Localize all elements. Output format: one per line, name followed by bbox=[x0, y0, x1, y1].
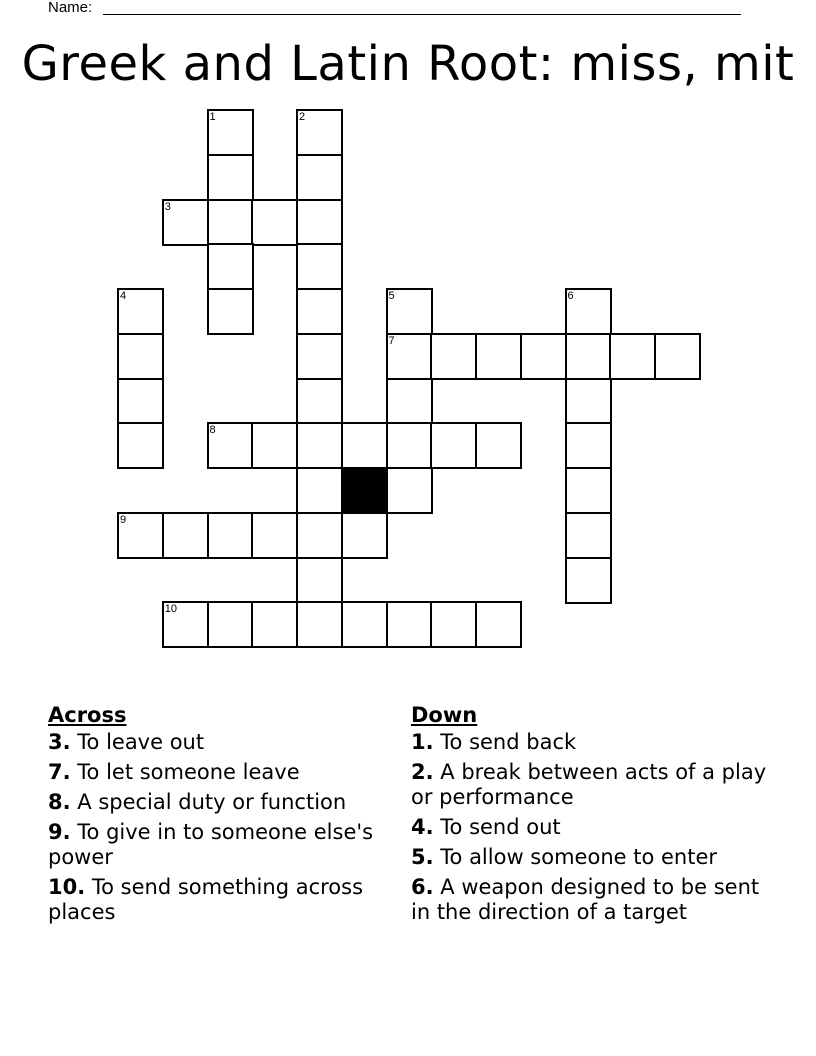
across-clue bbox=[48, 760, 388, 785]
crossword-cell[interactable] bbox=[296, 378, 343, 425]
crossword-cell[interactable] bbox=[565, 378, 612, 425]
crossword-cell[interactable] bbox=[207, 154, 254, 201]
crossword-cell[interactable] bbox=[251, 601, 298, 648]
crossword-cell[interactable] bbox=[162, 601, 209, 648]
down-clue bbox=[411, 815, 781, 840]
crossword-cell[interactable] bbox=[296, 243, 343, 290]
crossword-cell[interactable] bbox=[341, 601, 388, 648]
across-clue bbox=[48, 820, 388, 870]
crossword-cell[interactable] bbox=[207, 601, 254, 648]
black-cell bbox=[341, 467, 388, 514]
crossword-cell[interactable] bbox=[251, 512, 298, 559]
clue-text: To leave out bbox=[77, 730, 205, 754]
crossword-cell[interactable] bbox=[296, 288, 343, 335]
crossword-cell[interactable] bbox=[207, 109, 254, 156]
clue-number-label: 3 bbox=[164, 200, 171, 213]
crossword-cell[interactable] bbox=[117, 378, 164, 425]
crossword-cell[interactable] bbox=[430, 333, 477, 380]
crossword-cell[interactable] bbox=[341, 422, 388, 469]
crossword-cell[interactable] bbox=[565, 467, 612, 514]
crossword-cell[interactable] bbox=[430, 601, 477, 648]
crossword-cell[interactable] bbox=[386, 333, 433, 380]
down-heading: Down bbox=[411, 703, 478, 727]
clue-text: To send out bbox=[440, 815, 561, 839]
clue-number-label: 5 bbox=[388, 290, 395, 302]
clue-text: To let someone leave bbox=[77, 760, 300, 784]
clue-number: 6. bbox=[411, 875, 434, 899]
crossword-cell[interactable] bbox=[296, 422, 343, 469]
crossword-cell[interactable] bbox=[162, 512, 209, 559]
across-clue bbox=[48, 790, 388, 815]
crossword-cell[interactable] bbox=[654, 333, 701, 380]
across-clues bbox=[48, 703, 388, 930]
crossword-cell[interactable] bbox=[117, 288, 164, 335]
crossword-cell[interactable] bbox=[386, 601, 433, 648]
crossword-cell[interactable] bbox=[430, 422, 477, 469]
clue-text: To allow someone to enter bbox=[440, 845, 717, 869]
page-title: Greek and Latin Root: miss, mit bbox=[21, 36, 795, 92]
crossword-cell[interactable] bbox=[475, 422, 522, 469]
clue-number-label: 8 bbox=[209, 424, 216, 437]
across-heading: Across bbox=[48, 703, 127, 727]
clue-text: A break between acts of a play or performance bbox=[411, 760, 767, 809]
crossword-cell[interactable] bbox=[565, 333, 612, 380]
name-label: Name: bbox=[48, 0, 93, 16]
clue-number-label: 10 bbox=[164, 603, 177, 616]
crossword-cell[interactable] bbox=[386, 378, 433, 425]
clue-number-label: 7 bbox=[388, 334, 395, 347]
down-clue bbox=[411, 875, 781, 925]
crossword-cell[interactable] bbox=[117, 422, 164, 469]
clue-number: 2. bbox=[411, 760, 434, 784]
clue-number-label: 6 bbox=[567, 290, 574, 302]
clue-number: 5. bbox=[411, 845, 434, 869]
crossword-cell[interactable] bbox=[251, 199, 298, 246]
crossword-cell[interactable] bbox=[117, 333, 164, 380]
crossword-cell[interactable] bbox=[386, 422, 433, 469]
crossword-cell[interactable] bbox=[117, 512, 164, 559]
crossword-cell[interactable] bbox=[565, 512, 612, 559]
clue-number-label: 2 bbox=[299, 111, 306, 123]
clue-text: To send something across places bbox=[48, 875, 364, 924]
crossword-cell[interactable] bbox=[162, 199, 209, 246]
crossword-cell[interactable] bbox=[207, 512, 254, 559]
crossword-cell[interactable] bbox=[296, 333, 343, 380]
clue-number: 1. bbox=[411, 730, 434, 754]
clue-number: 4. bbox=[411, 815, 434, 839]
clue-number: 7. bbox=[48, 760, 71, 784]
crossword-cell[interactable] bbox=[207, 243, 254, 290]
down-clue bbox=[411, 760, 781, 810]
clue-number-label: 4 bbox=[120, 290, 127, 302]
clue-number: 9. bbox=[48, 820, 71, 844]
crossword-cell[interactable] bbox=[207, 422, 254, 469]
across-clue bbox=[48, 730, 388, 755]
clue-text: To give in to someone else's power bbox=[48, 820, 374, 869]
crossword-cell[interactable] bbox=[475, 601, 522, 648]
clue-number: 8. bbox=[48, 790, 71, 814]
clue-text: A special duty or function bbox=[77, 790, 347, 814]
clue-number: 3. bbox=[48, 730, 71, 754]
crossword-cell[interactable] bbox=[296, 109, 343, 156]
clue-number: 10. bbox=[48, 875, 86, 899]
clue-number-label: 1 bbox=[209, 111, 216, 123]
down-clue bbox=[411, 730, 781, 755]
down-clues bbox=[411, 703, 781, 930]
crossword-cell[interactable] bbox=[341, 512, 388, 559]
crossword-cell[interactable] bbox=[296, 601, 343, 648]
crossword-cell[interactable] bbox=[207, 288, 254, 335]
crossword-cell[interactable] bbox=[296, 154, 343, 201]
crossword-cell[interactable] bbox=[296, 512, 343, 559]
crossword-cell[interactable] bbox=[386, 467, 433, 514]
crossword-cell[interactable] bbox=[207, 199, 254, 246]
crossword-cell[interactable] bbox=[520, 333, 567, 380]
crossword-cell[interactable] bbox=[386, 288, 433, 335]
clue-number-label: 9 bbox=[120, 513, 127, 526]
crossword-cell[interactable] bbox=[475, 333, 522, 380]
clue-text: To send back bbox=[440, 730, 577, 754]
crossword-cell[interactable] bbox=[251, 422, 298, 469]
crossword-cell[interactable] bbox=[565, 422, 612, 469]
crossword-cell[interactable] bbox=[609, 333, 656, 380]
crossword-cell[interactable] bbox=[296, 199, 343, 246]
across-clue bbox=[48, 875, 388, 925]
crossword-cell[interactable] bbox=[296, 467, 343, 514]
crossword-cell[interactable] bbox=[296, 557, 343, 604]
clue-text: A weapon designed to be sent in the direction of a target bbox=[411, 875, 760, 924]
crossword-cell[interactable] bbox=[565, 557, 612, 604]
crossword-cell[interactable] bbox=[565, 288, 612, 335]
down-clue bbox=[411, 845, 781, 870]
